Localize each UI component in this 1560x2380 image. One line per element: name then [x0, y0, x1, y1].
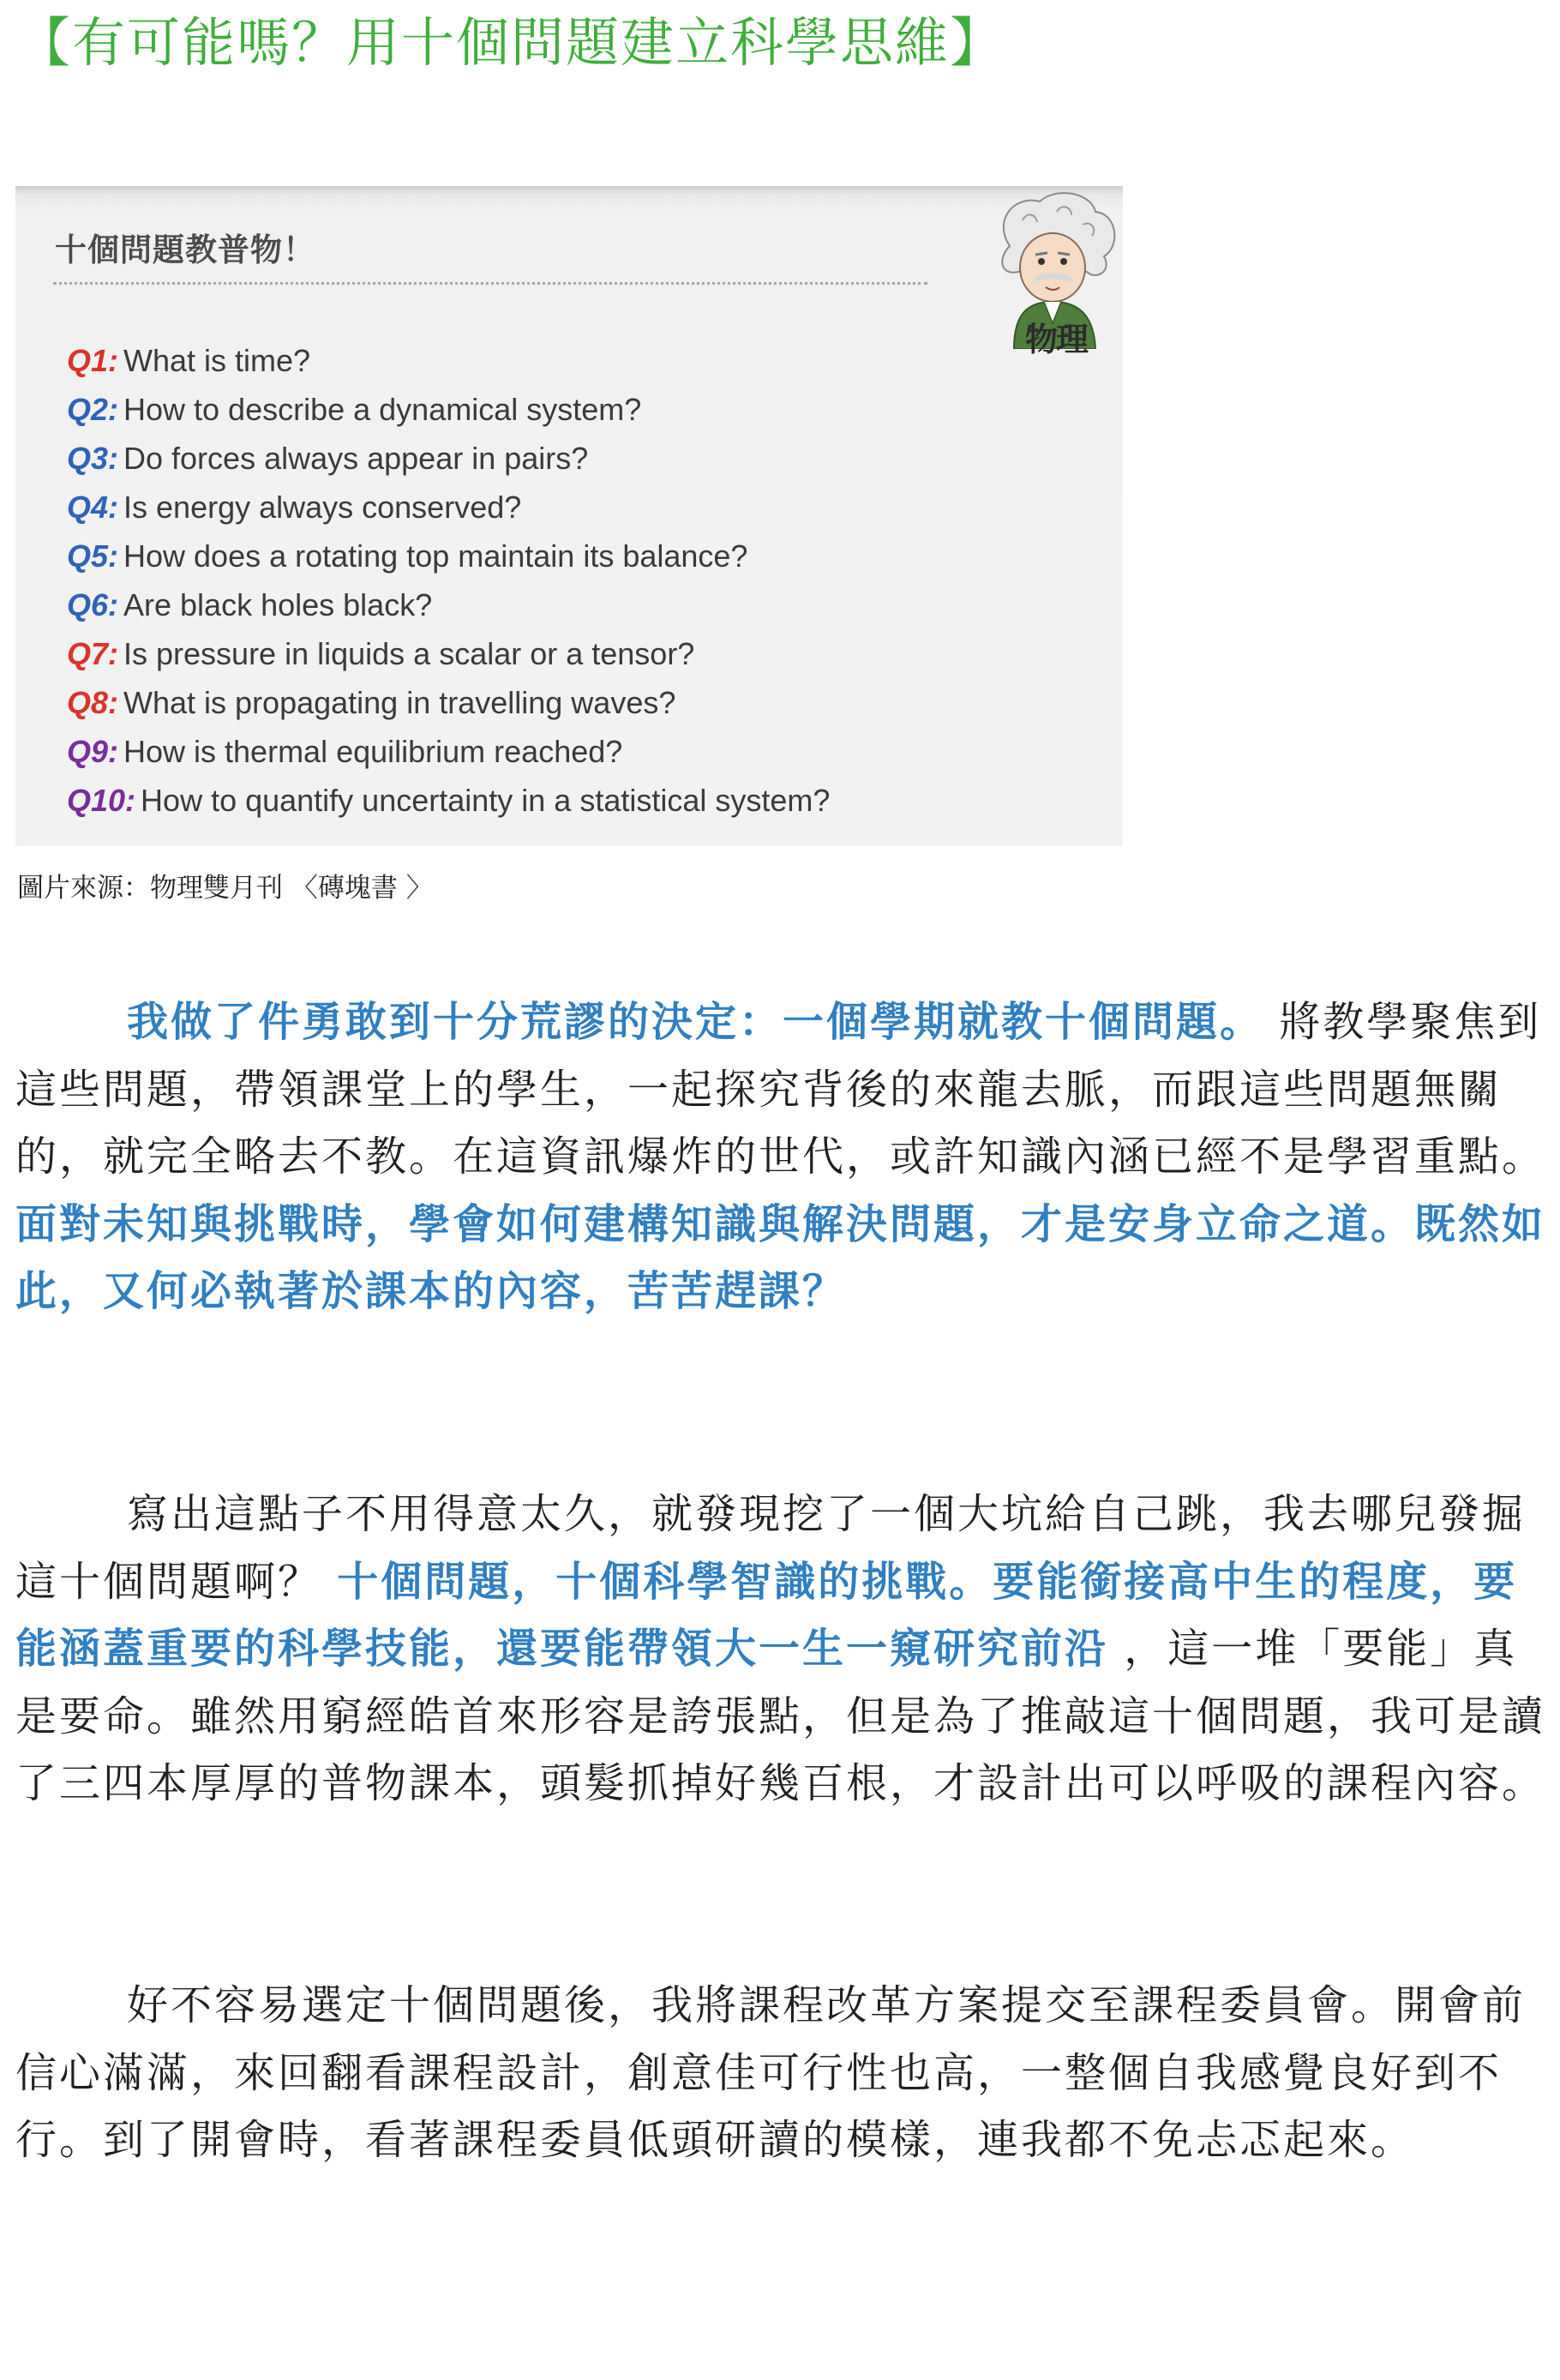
question-item — [67, 629, 830, 678]
dotted-divider — [53, 282, 927, 285]
question-number: Q6: — [67, 587, 119, 622]
question-number: Q5: — [67, 538, 119, 574]
question-item — [67, 385, 830, 434]
image-caption: 圖片來源：物理雙月刊 〈磚塊書 〉 — [17, 873, 433, 904]
question-number: Q9: — [67, 734, 119, 769]
question-number: Q2: — [67, 392, 119, 427]
paragraph-1 — [15, 989, 1550, 1325]
mascot-label: 物理 — [1025, 320, 1088, 358]
paragraph-1-text-1: 將教學聚焦到這些問題，帶領課堂上的學生，一起探究背後的來龍去脈，而跟這些問題無關的，就完全略去不教。在這資訊爆炸的世代，或許知識內涵已經不是學習重點。 — [15, 998, 1546, 1181]
paragraph-3-text-1: 好不容易選定十個問題後，我將課程改革方案提交至課程委員會。開會前信心滿滿，來回翻看課程設計，創意佳可行性也高，一整個自我感覺良好到不行。到了開會時，看著課程委員低頭研讀的模樣，連我都不免忐忑起來。 — [15, 1981, 1527, 2164]
paragraph-2-highlight-1: 十個問題，十個科學智識的挑戰。要能銜接高中生的程度，要能涵蓋重要的科學技能，還要能帶領大一生一窺研究前沿 — [15, 1557, 1518, 1673]
question-item — [67, 580, 830, 629]
figure-heading: 十個問題教普物！ — [55, 231, 315, 268]
question-text: Do forces always appear in pairs? — [123, 441, 589, 476]
question-text: What is propagating in travelling waves? — [123, 685, 676, 720]
question-item — [67, 532, 830, 580]
question-item — [67, 776, 830, 825]
question-text: What is time? — [123, 343, 311, 378]
question-text: Is energy always conserved? — [123, 490, 522, 525]
paragraph-2-text-2: ，這一堆「要能」真是要命。雖然用窮經皓首來形容是誇張點，但是為了推敲這十個問題，我可是讀了三四本厚厚的普物課本，頭髮抓掉好幾百根，才設計出可以呼吸的課程內容。 — [15, 1625, 1546, 1807]
question-text: Are black holes black? — [123, 587, 433, 622]
question-item — [67, 336, 830, 385]
question-item — [67, 727, 830, 776]
paragraph-2 — [15, 1481, 1550, 1818]
question-text: How to describe a dynamical system? — [123, 392, 642, 427]
page-title: 【有可能嗎？用十個問題建立科學思維】 — [17, 11, 1005, 74]
question-text: How does a rotating top maintain its balance? — [123, 538, 748, 574]
question-text: Is pressure in liquids a scalar or a tensor? — [123, 636, 695, 671]
question-text: How to quantify uncertainty in a statistical system? — [141, 783, 831, 818]
question-list — [67, 336, 830, 825]
question-number: Q8: — [67, 685, 119, 720]
question-number: Q7: — [67, 636, 119, 671]
paragraph-1-highlight-1: 我做了件勇敢到十分荒謬的決定：一個學期就教十個問題。 — [127, 998, 1264, 1046]
question-item — [67, 434, 830, 483]
question-number: Q4: — [67, 490, 119, 525]
question-number: Q10: — [67, 783, 136, 818]
question-text: How is thermal equilibrium reached? — [123, 734, 623, 769]
question-item — [67, 483, 830, 532]
questions-figure — [15, 186, 1123, 846]
paragraph-3 — [15, 1972, 1550, 2174]
question-item — [67, 678, 830, 727]
paragraph-1-highlight-2: 面對未知與挑戰時，學會如何建構知識與解決問題，才是安身立命之道。既然如此，又何必執著於課本的內容，苦苦趕課？ — [15, 1199, 1546, 1315]
paragraph-2-text-1: 寫出這點子不用得意太久，就發現挖了一個大坑給自己跳，我去哪兒發掘這十個問題啊？ — [15, 1490, 1527, 1606]
question-number: Q1: — [67, 343, 119, 378]
question-number: Q3: — [67, 441, 119, 476]
